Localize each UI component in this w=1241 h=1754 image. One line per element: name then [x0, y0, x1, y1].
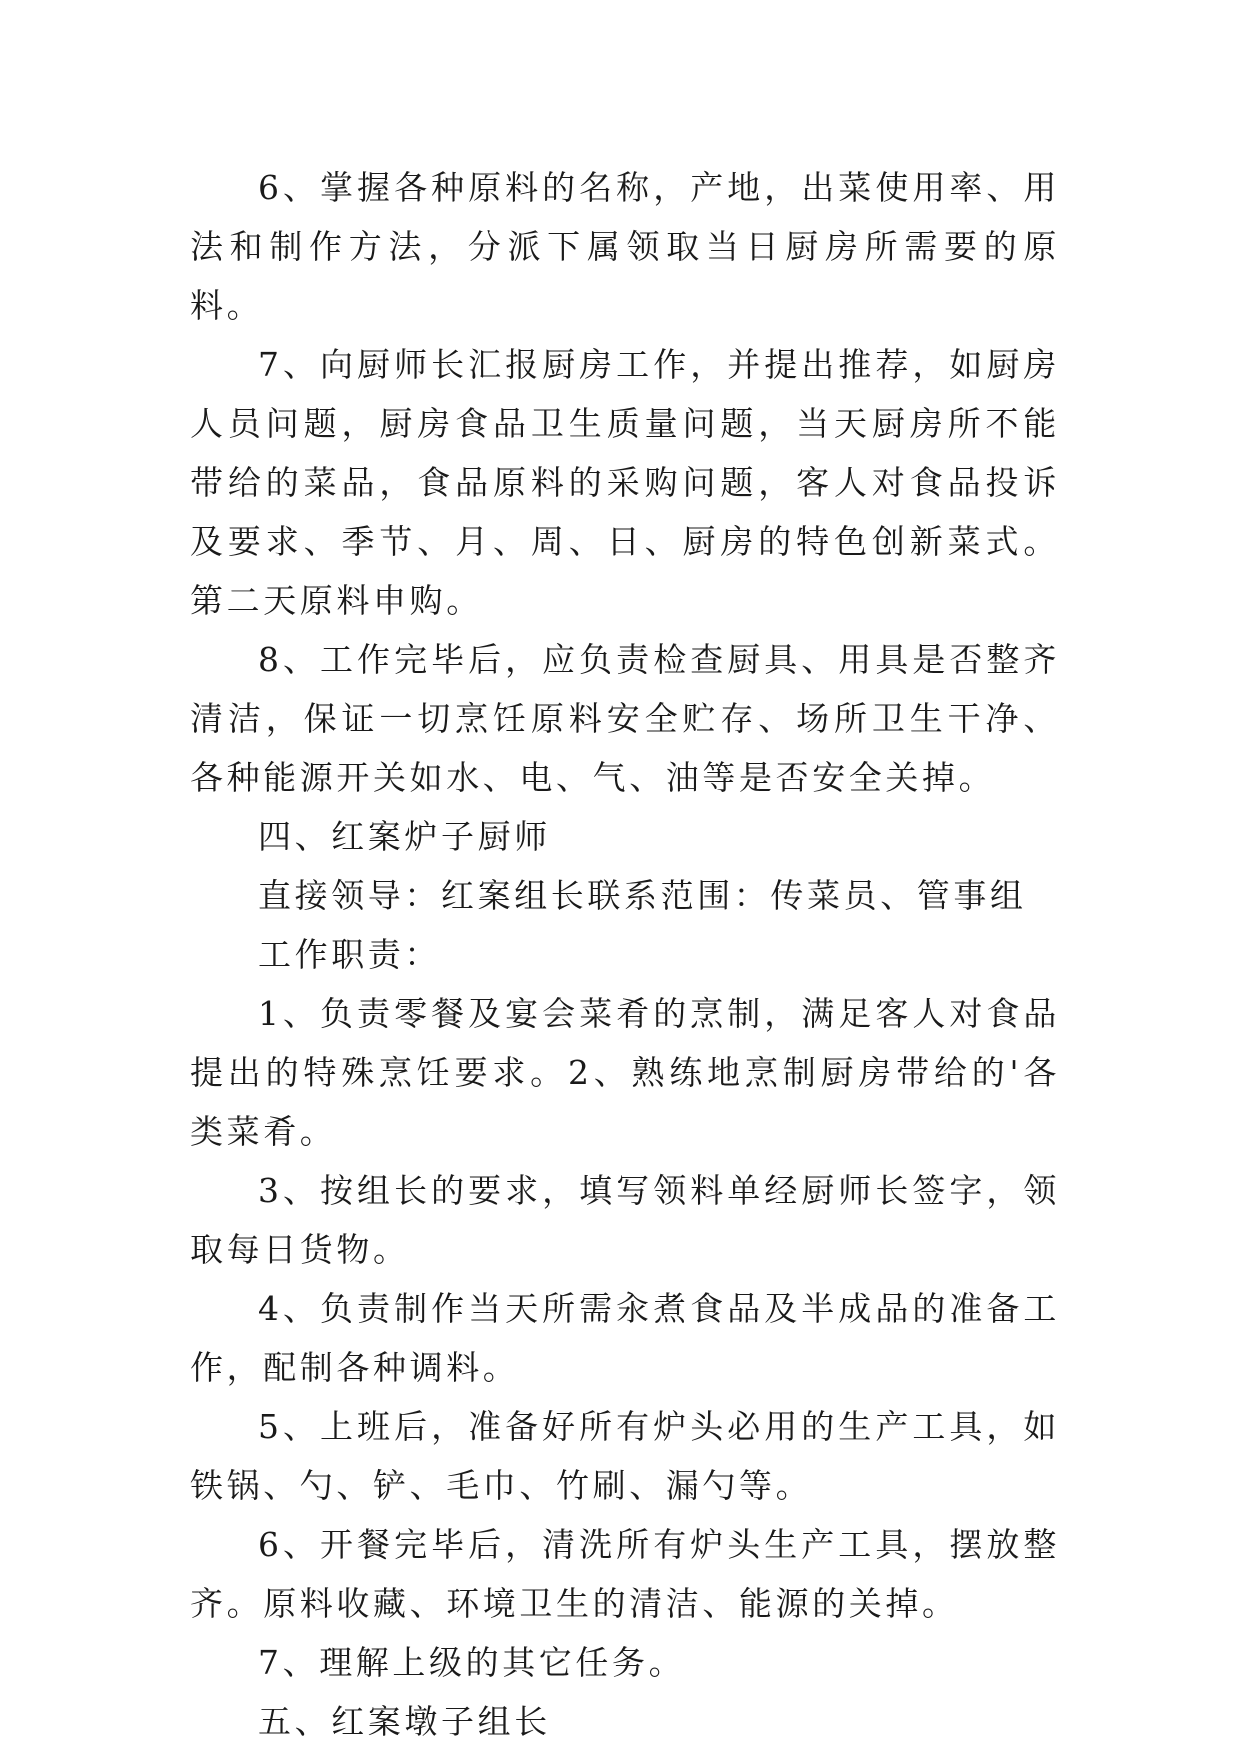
paragraph-duty-6: 6、开餐完毕后，清洗所有炉头生产工具，摆放整齐。原料收藏、环境卫生的清洁、能源的关掉。 [190, 1525, 1060, 1623]
document-body [190, 158, 1060, 1751]
section-heading-stove-chef: 四、红案炉子厨师 [258, 817, 551, 856]
paragraph-duty-5: 5、上班后，准备好所有炉头必用的生产工具，如铁锅、勺、铲、毛巾、竹刷、漏勺等。 [190, 1407, 1060, 1505]
paragraph-direct-leadership: 直接领导：红案组长联系范围：传菜员、管事组 [258, 876, 1027, 915]
paragraph-duty-7: 7、理解上级的其它任务。 [258, 1643, 686, 1682]
paragraph-duty-1-2: 1、负责零餐及宴会菜肴的烹制，满足客人对食品提出的特殊烹饪要求。2、熟练地烹制厨房带给的'各类菜肴。 [190, 994, 1060, 1151]
paragraph-duties-label: 工作职责： [258, 935, 441, 974]
paragraph-after-work-check: 8、工作完毕后，应负责检查厨具、用具是否整齐清洁，保证一切烹饪原料安全贮存、场所卫生干净、各种能源开关如水、电、气、油等是否安全关掉。 [190, 640, 1060, 797]
paragraph-report-to-chef: 7、向厨师长汇报厨房工作，并提出推荐，如厨房人员问题，厨房食品卫生质量问题，当天厨房所不能带给的菜品，食品原料的采购问题，客人对食品投诉及要求、季节、月、周、日、厨房的特色创新菜式。第二天原料申购。 [190, 345, 1060, 620]
section-heading-cutting-leader: 五、红案墩子组长 [258, 1702, 551, 1741]
paragraph-raw-material-knowledge: 6、掌握各种原料的名称，产地，出菜使用率、用法和制作方法，分派下属领取当日厨房所需要的原料。 [190, 168, 1060, 325]
paragraph-duty-3: 3、按组长的要求，填写领料单经厨师长签字，领取每日货物。 [190, 1171, 1060, 1269]
paragraph-duty-4: 4、负责制作当天所需汆煮食品及半成品的准备工作，配制各种调料。 [190, 1289, 1060, 1387]
